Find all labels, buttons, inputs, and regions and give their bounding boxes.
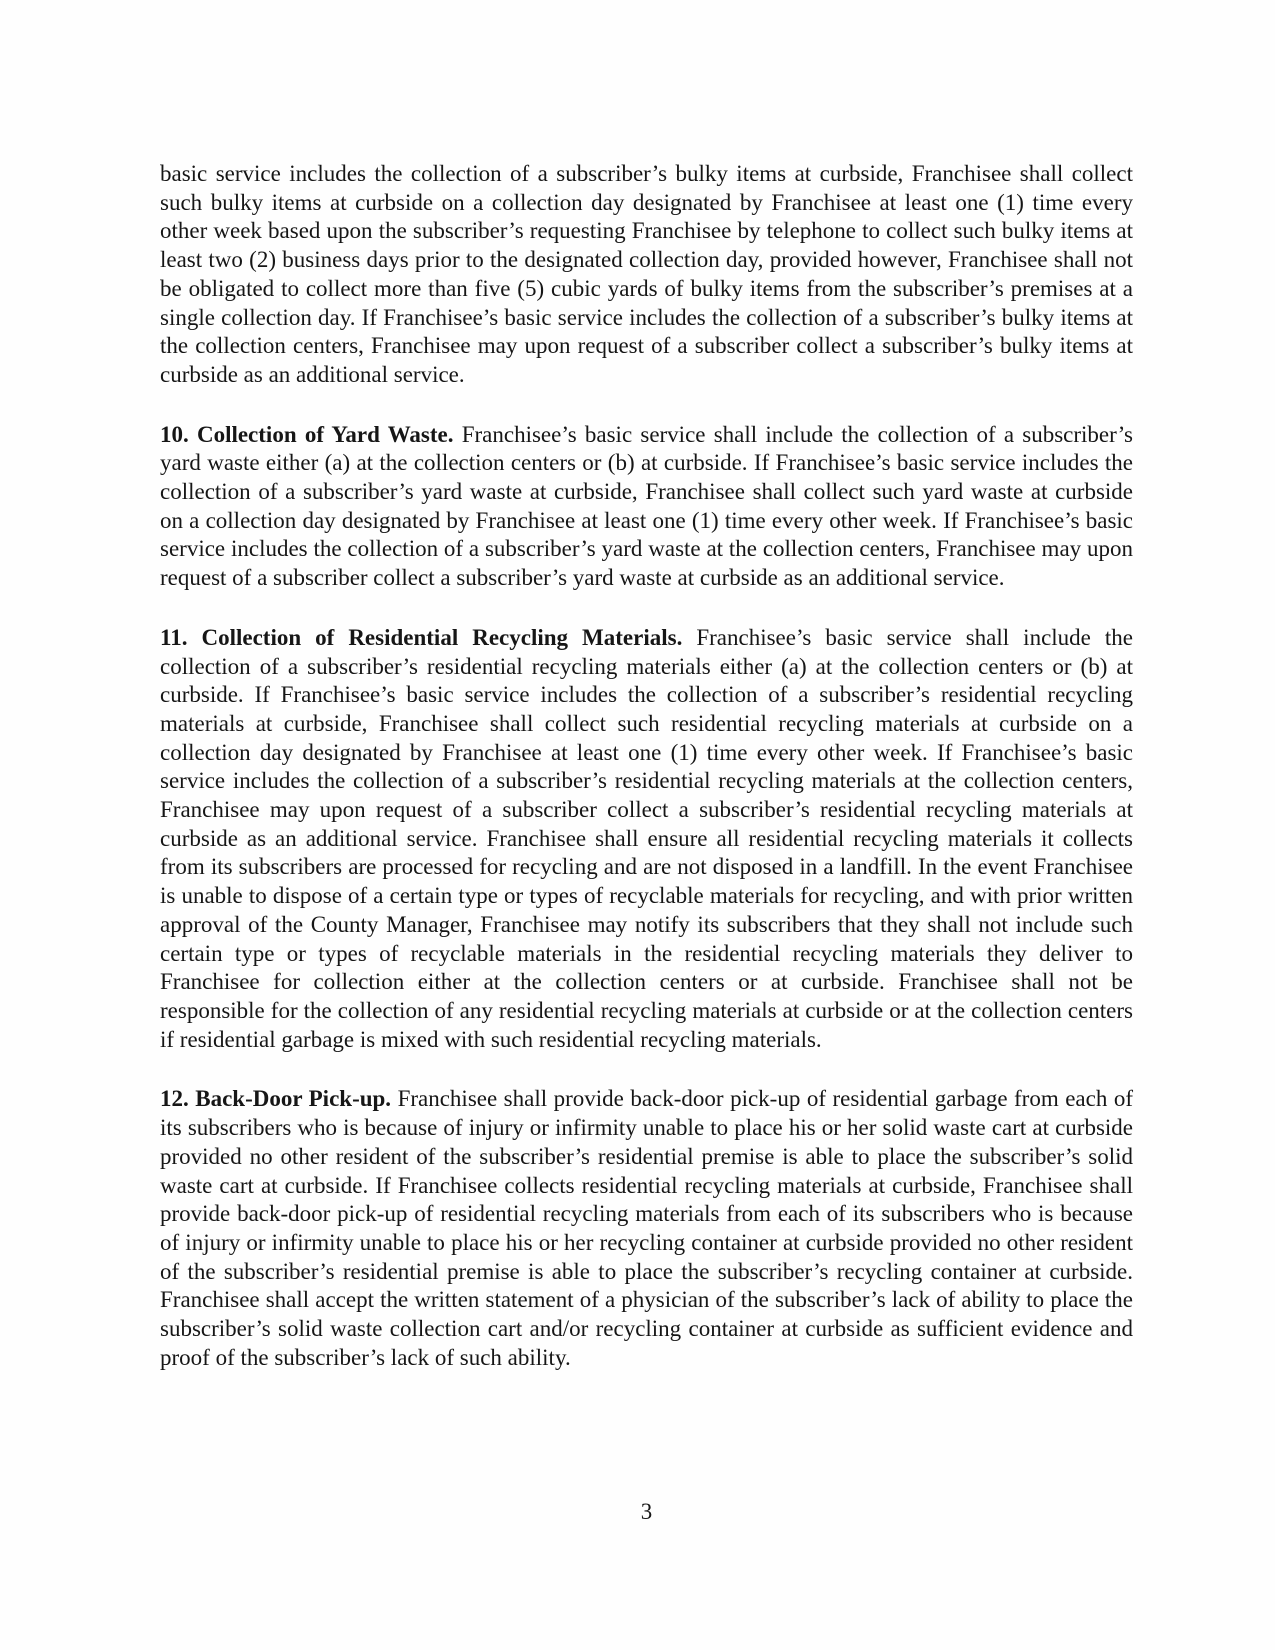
section-12-body: Franchisee shall provide back-door pick-up of residential garbage from each of its subscribers who is because of injury or infirmity unable to place his or her solid waste cart at curbside provided no other resident of the subscriber’s residential premise is able to place the subscriber’s solid waste cart at curbside. If Franchisee collects residential recycling materials at curbside, Franchisee shall provide back-door pick-up of residential recycling materials from each of its subscribers who is because of injury or infirmity unable to place his or her recycling container at curbside provided no other resident of the subscriber’s residential premise is able to place the subscriber’s recycling container at curbside. Franchisee shall accept the written statement of a physician of the subscriber’s lack of ability to place the subscriber’s solid waste collection cart and/or recycling container at curbside as sufficient evidence and proof of the subscriber’s lack of such ability. <box>160 1086 1133 1370</box>
section-12-back-door-pickup-paragraph <box>160 1085 1133 1372</box>
section-10-body: Franchisee’s basic service shall include the collection of a subscriber’s yard waste either (a) at the collection centers or (b) at curbside. If Franchisee’s basic service includes the collection of a subscriber’s yard waste at curbside, Franchisee shall collect such yard waste at curbside on a collection day designated by Franchisee at least one (1) time every other week. If Franchisee’s basic service includes the collection of a subscriber’s yard waste at the collection centers, Franchisee may upon request of a subscriber collect a subscriber’s yard waste at curbside as an additional service. <box>160 421 1133 591</box>
paragraph-bulky-items-continuation <box>160 160 1133 390</box>
paragraph-bulky-items-body: basic service includes the collection of a subscriber’s bulky items at curbside, Franchisee shall collect such bulky items at curbside on a collection day designated by Franchisee at least one (1) time every other week based upon the subscriber’s requesting Franchisee by telephone to collect such bulky items at least two (2) business days prior to the designated collection day, provided however, Franchisee shall not be obligated to collect more than five (5) cubic yards of bulky items from the subscriber’s premises at a single collection day. If Franchisee’s basic service includes the collection of a subscriber’s bulky items at the collection centers, Franchisee may upon request of a subscriber collect a subscriber’s bulky items at curbside as an additional service. <box>160 161 1133 387</box>
section-11-heading: 11. Collection of Residential Recycling Materials. <box>160 624 683 650</box>
section-12-heading: 12. Back-Door Pick-up. <box>160 1086 392 1112</box>
section-11-body: Franchisee’s basic service shall include the collection of a subscriber’s residential recycling materials either (a) at the collection centers or (b) at curbside. If Franchisee’s basic service includes the collection of a subscriber’s residential recycling materials at curbside, Franchisee shall collect such residential recycling materials at curbside on a collection day designated by Franchisee at least one (1) time every other week. If Franchisee’s basic service includes the collection of a subscriber’s residential recycling materials at the collection centers, Franchisee may upon request of a subscriber collect a subscriber’s residential recycling materials at curbside as an additional service. Franchisee shall ensure all residential recycling materials it collects from its subscribers are processed for recycling and are not disposed in a landfill. In the event Franchisee is unable to dispose of a certain type or types of recyclable materials for recycling, and with prior written approval of the County Manager, Franchisee may notify its subscribers that they shall not include such certain type or types of recyclable materials in the residential recycling materials they deliver to Franchisee for collection either at the collection centers or at curbside. Franchisee shall not be responsible for the collection of any residential recycling materials at curbside or at the collection centers if residential garbage is mixed with such residential recycling materials. <box>160 624 1133 1052</box>
section-10-yard-waste-paragraph <box>160 421 1133 593</box>
document-text-block <box>160 160 1133 1372</box>
page-number: 3 <box>640 1499 653 1524</box>
page-footer <box>160 1498 1133 1526</box>
section-11-recycling-materials-paragraph <box>160 624 1133 1055</box>
section-10-heading: 10. Collection of Yard Waste. <box>160 421 454 447</box>
